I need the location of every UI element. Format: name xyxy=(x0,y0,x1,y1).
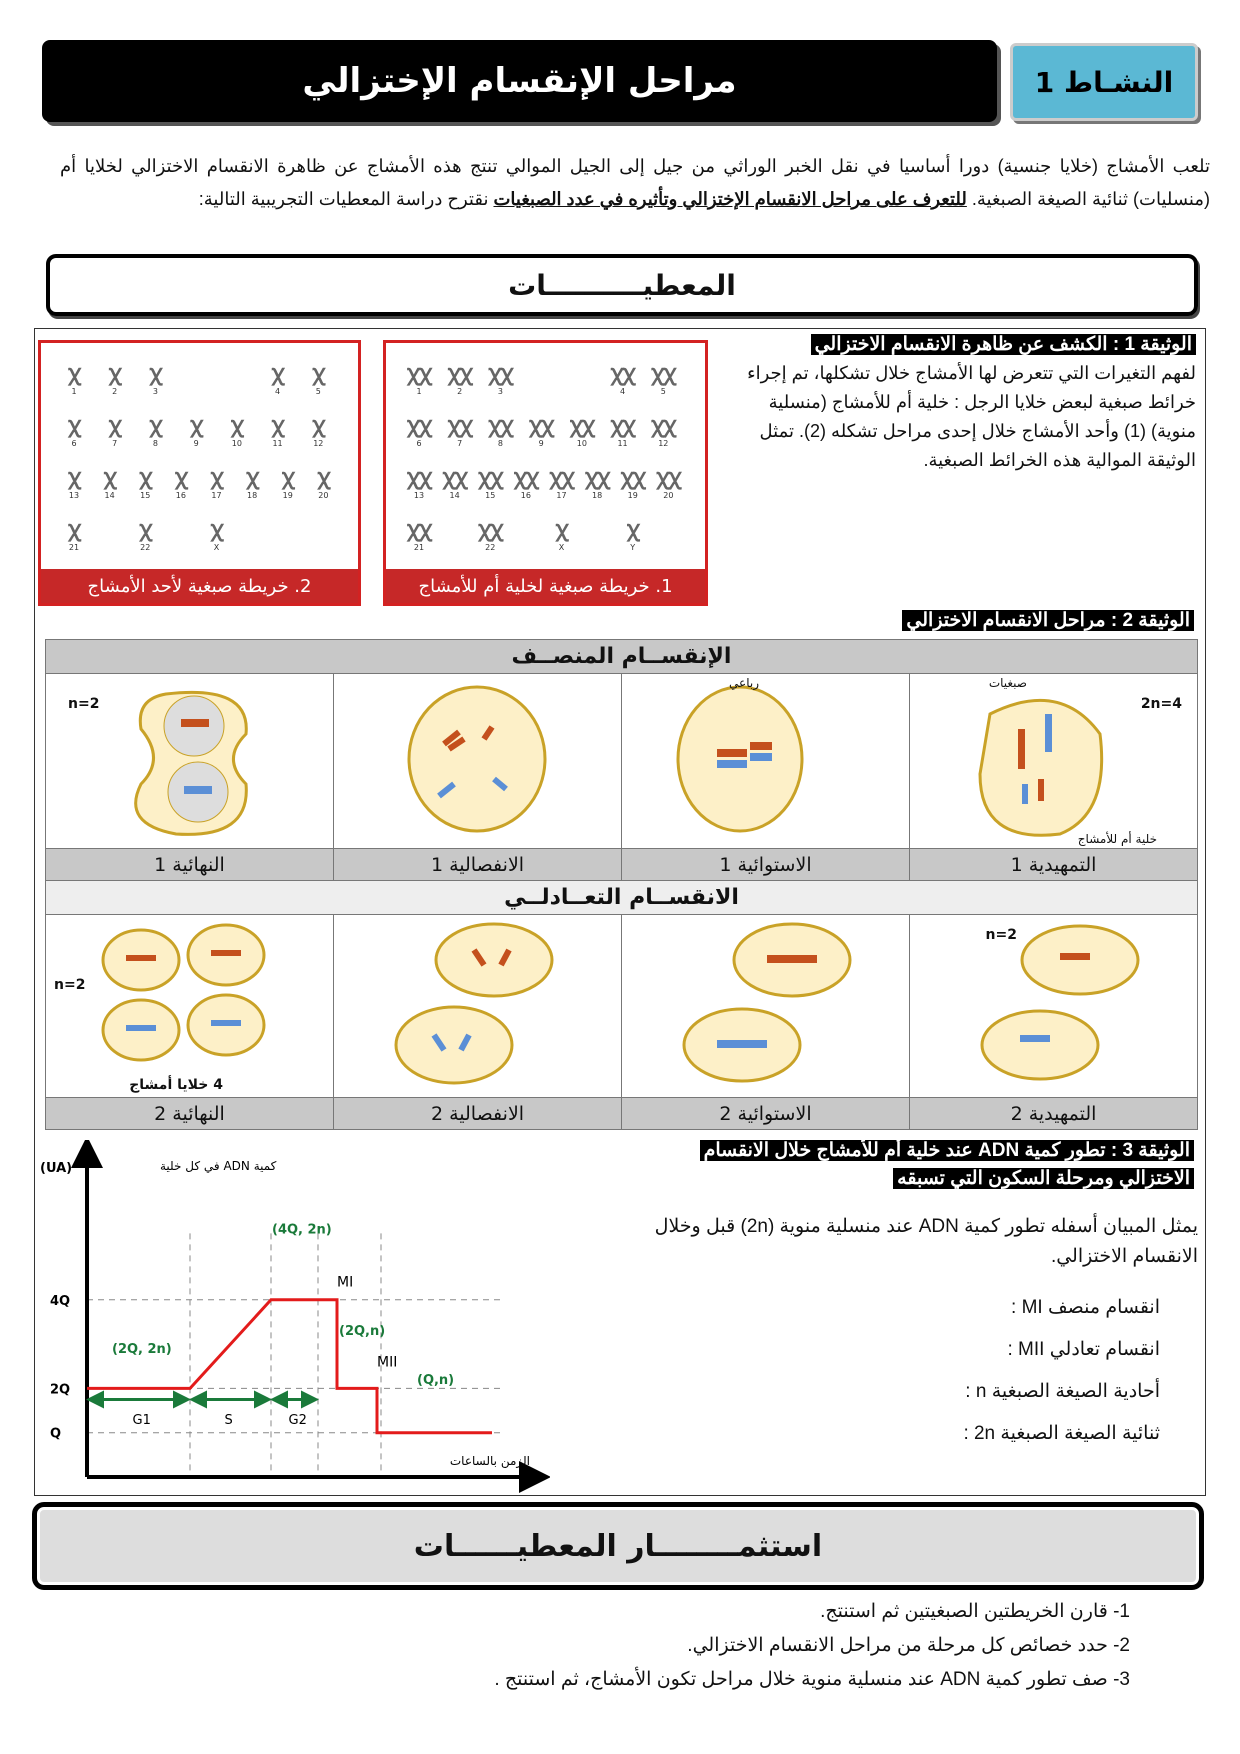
chromosome-icon: ꭓꭓ xyxy=(529,413,554,438)
chromosome-icon: ꭓꭓ xyxy=(651,413,676,438)
prophase2-image xyxy=(910,915,1198,1098)
legend-label: ثنائية الصيغة الصبغية xyxy=(1000,1423,1160,1444)
chromosome-icon: ꭓꭓ xyxy=(478,465,503,490)
legend-symbol: : MII xyxy=(1007,1339,1045,1360)
chromosome-icon: ꭓꭓ xyxy=(447,413,472,438)
chromosome-number: 10 xyxy=(231,439,242,448)
chromosome-number: 12 xyxy=(313,439,324,448)
cell-anaphase2-icon xyxy=(334,915,621,1093)
chromosome-icon: ꭓ xyxy=(312,413,325,438)
legend-item xyxy=(880,1422,1160,1445)
chart-annotation: (4Q, 2n) xyxy=(272,1222,332,1238)
mother-cell-label: خلية أم للأمشاج xyxy=(1077,832,1157,846)
legend-label: انقسام تعادلي xyxy=(1049,1339,1160,1360)
doc1-title: الوثيقة 1 : الكشف عن ظاهرة الانقسام الاختزالي xyxy=(811,334,1196,355)
chromosome-icon: ꭓ xyxy=(312,361,325,386)
question-3: 3- صف تطور كمية ADN عند منسلية منوية خلال مراحل تكون الأمشاج، ثم استنتج . xyxy=(494,1669,1130,1690)
chromosome-icon: ꭓ xyxy=(555,517,568,542)
chromosome-icon: ꭓ xyxy=(139,465,152,490)
chromosome-number: X xyxy=(558,543,565,552)
chromosome-icon: ꭓꭓ xyxy=(610,361,635,386)
chromosome-icon: ꭓ xyxy=(67,361,81,386)
intro-emphasis: للتعرف على مراحل الانقسام الإختزالي وتأثيره في عدد الصبغيات xyxy=(493,189,967,209)
activity-badge: النشـاط 1 xyxy=(1010,43,1198,121)
chromosome-icon: ꭓꭓ xyxy=(406,413,432,438)
chromosome-icon: ꭓꭓ xyxy=(406,465,432,490)
x-axis-label: الزمن بالساعات xyxy=(449,1454,530,1468)
prophase1-image xyxy=(910,674,1198,849)
phase-label: الانفصالية 1 xyxy=(334,849,622,881)
chromosome-icon: ꭓ xyxy=(626,517,639,542)
chromosome-icon: ꭓ xyxy=(67,517,81,542)
ploidy-n-label: n=2 xyxy=(68,696,100,712)
chromosome-number: 8 xyxy=(497,439,503,448)
chromosome-number: 21 xyxy=(68,543,80,552)
chromosome-icon: ꭓꭓ xyxy=(447,361,472,386)
doc2-title-wrap xyxy=(902,608,1194,634)
anaphase1-image xyxy=(334,674,622,849)
chromosome-icon: ꭓ xyxy=(108,413,121,438)
chromosome-icon: ꭓꭓ xyxy=(488,413,513,438)
phase-label: النهائية 2 xyxy=(46,1098,334,1130)
chromosome-icon: ꭓ xyxy=(103,465,116,490)
chromosome-number: 6 xyxy=(71,439,77,448)
chromosome-number: Y xyxy=(630,543,636,552)
chromosome-number: 11 xyxy=(272,439,283,448)
ploidy-n-label-2: n=2 xyxy=(985,927,1017,943)
legend-item xyxy=(880,1296,1160,1319)
cell-metaphase2-icon xyxy=(622,915,909,1093)
chromosome-icon: ꭓꭓ xyxy=(406,517,432,542)
cell-prophase2-icon xyxy=(910,915,1197,1093)
telophase1-image xyxy=(46,674,334,849)
chromosome-number: 12 xyxy=(658,439,669,448)
karyotype2-caption: 2. خريطة صبغية لأحد الأمشاج xyxy=(41,569,358,603)
chromosome-number: 14 xyxy=(104,491,115,500)
chromosome-icon: ꭓꭓ xyxy=(585,465,610,490)
chromosome-number: 1 xyxy=(71,387,77,396)
chromosome-icon: ꭓꭓ xyxy=(478,517,503,542)
karyotype-gamete xyxy=(38,340,361,606)
doc1 xyxy=(744,330,1196,475)
chromosome-number: 2 xyxy=(112,387,118,396)
chromosome-number: 15 xyxy=(485,491,496,500)
y-axis-label: كمية ADN في كل خلية xyxy=(160,1159,277,1173)
chromosome-number: 22 xyxy=(140,543,151,552)
phase-label: التمهيدية 2 xyxy=(910,1098,1198,1130)
chart-annotation: MII xyxy=(377,1354,398,1371)
chromosome-number: 14 xyxy=(449,491,460,500)
chromosome-number: 15 xyxy=(140,491,151,500)
chromosome-icon: ꭓꭓ xyxy=(569,413,594,438)
chromosome-icon: ꭓꭓ xyxy=(549,465,574,490)
chromosome-icon: ꭓ xyxy=(174,465,187,490)
ploidy-2n-label: 2n=4 xyxy=(1140,696,1182,712)
four-gametes-label: 4 خلايا أمشاج xyxy=(129,1077,223,1093)
chromosome-icon: ꭓꭓ xyxy=(656,465,681,490)
karyotype-mother-cell xyxy=(383,340,708,606)
chromosome-number: 21 xyxy=(413,543,425,552)
question-2: 2- حدد خصائص كل مرحلة من مراحل الانقسام الاختزالي. xyxy=(687,1635,1130,1656)
chromosome-icon: ꭓꭓ xyxy=(488,361,513,386)
doc3-title-line1: الوثيقة 3 : تطور كمية ADN عند خلية أم للأمشاج خلال الانقسام xyxy=(700,1140,1194,1161)
chromosome-number: 20 xyxy=(318,491,329,500)
adn-chart xyxy=(30,1140,550,1494)
y-tick-label: Q xyxy=(50,1426,62,1442)
chromosome-icon: ꭓꭓ xyxy=(406,361,432,386)
telophase2-image xyxy=(46,915,334,1098)
chromosome-icon: ꭓ xyxy=(108,361,121,386)
chromosome-number: 18 xyxy=(247,491,258,500)
chromosome-number: 10 xyxy=(576,439,587,448)
chromosome-icon: ꭓ xyxy=(230,413,243,438)
legend-symbol: : 2n xyxy=(963,1423,996,1444)
chromosome-number: 19 xyxy=(627,491,638,500)
chromosome-number: 8 xyxy=(152,439,158,448)
y-tick-label: 4Q xyxy=(50,1293,71,1309)
chromosome-number: 3 xyxy=(497,387,503,396)
tetrad-label: رباعي xyxy=(729,676,759,690)
phase-label: الاستوائية 1 xyxy=(622,849,910,881)
cell-anaphase1-icon xyxy=(334,674,621,844)
chromosome-number: 17 xyxy=(556,491,567,500)
chromosome-number: 18 xyxy=(592,491,603,500)
karyotype1-caption: 1. خريطة صبغية لخلية أم للأمشاج xyxy=(386,569,705,603)
chromosome-number: 7 xyxy=(112,439,118,448)
chromosome-icon: ꭓꭓ xyxy=(442,465,467,490)
chromosome-icon: ꭓ xyxy=(281,465,294,490)
chromosome-icon: ꭓ xyxy=(67,465,81,490)
legend-label: أحادية الصيغة الصبغية xyxy=(991,1381,1160,1402)
chromosome-number: 13 xyxy=(68,491,80,500)
chart-annotation: (2Q,n) xyxy=(339,1324,386,1340)
chromosome-number: 22 xyxy=(485,543,496,552)
chromosome-number: 11 xyxy=(617,439,628,448)
phase-label: الاستوائية 2 xyxy=(622,1098,910,1130)
chromosome-number: 7 xyxy=(457,439,463,448)
page-title: مراحل الإنقسام الإختزالي xyxy=(42,40,997,122)
chromosome-number: 1 xyxy=(416,387,422,396)
y-unit: (UA) xyxy=(40,1161,73,1176)
chromosome-icon: ꭓꭓ xyxy=(651,361,676,386)
phase-label: التمهيدية 1 xyxy=(910,849,1198,881)
chromosome-number: 9 xyxy=(193,439,199,448)
chromosome-icon: ꭓ xyxy=(149,361,162,386)
phase-label: G2 xyxy=(288,1412,307,1428)
chromosome-number: 6 xyxy=(416,439,422,448)
chromosome-number: 5 xyxy=(315,387,321,396)
data-section-title: المعطيــــــــــات xyxy=(46,254,1198,316)
chromosome-number: 16 xyxy=(520,491,531,500)
chromosome-number: 3 xyxy=(152,387,158,396)
chromosome-number: 9 xyxy=(538,439,544,448)
cell-metaphase1-icon xyxy=(622,674,909,844)
chromosome-number: 4 xyxy=(275,387,281,396)
chromosome-number: 19 xyxy=(282,491,293,500)
chromosome-icon: ꭓ xyxy=(317,465,330,490)
chromosome-number: 4 xyxy=(620,387,626,396)
chromosome-number: 5 xyxy=(660,387,666,396)
chromosome-number: 17 xyxy=(211,491,222,500)
metaphase2-image xyxy=(622,915,910,1098)
chromosomes-label: صبغيات xyxy=(988,676,1027,690)
chart-annotation: (2Q, 2n) xyxy=(112,1341,172,1357)
intro-text: تلعب الأمشاج (خلايا جنسية) دورا أساسيا في نقل الخبر الوراثي من جيل إلى الجيل الموالي تنتج هذه الأمشاج عن ظاهرة الانقسام الاختزالي لخلايا أم (منسليات) ثنائية الصيغة الصبغية. xyxy=(60,156,1210,209)
intro-text-end: نقترح دراسة المعطيات التجريبية التالية: xyxy=(198,189,494,209)
chromosome-icon: ꭓꭓ xyxy=(610,413,635,438)
chromosome-icon: ꭓꭓ xyxy=(513,465,538,490)
intro-paragraph xyxy=(60,150,1210,216)
doc2-title: الوثيقة 2 : مراحل الانقسام الاختزالي xyxy=(902,610,1194,631)
chromosome-icon: ꭓ xyxy=(190,413,203,438)
chromosome-number: 2 xyxy=(457,387,463,396)
chromosome-icon: ꭓ xyxy=(139,517,152,542)
legend-label: انقسام منصف xyxy=(1047,1297,1160,1318)
legend-item xyxy=(880,1380,1160,1403)
metaphase1-image xyxy=(622,674,910,849)
doc3-title-line2: الاختزالي ومرحلة السكون التي تسبقه xyxy=(893,1168,1194,1189)
chromosome-icon: ꭓ xyxy=(210,465,223,490)
legend-symbol: : n xyxy=(965,1381,987,1402)
y-tick-label: 2Q xyxy=(50,1382,71,1398)
doc1-text: لفهم التغيرات التي تتعرض لها الأمشاج خلال تشكلها، تم إجراء خرائط صبغية لبعض خلايا الرجل : خلية أم للأمشاج (منسلية منوية) (1) وأحد الأمشاج خلال إحدى مراحل تشكله (2). تمثل الوثيقة الموالية هذه الخرائط الصبغية. xyxy=(747,363,1196,470)
chromosome-icon: ꭓ xyxy=(271,413,284,438)
chromosome-icon: ꭓꭓ xyxy=(620,465,645,490)
chromosome-icon: ꭓ xyxy=(210,517,223,542)
phase-label: S xyxy=(224,1412,233,1428)
chromosome-icon: ꭓ xyxy=(271,361,284,386)
chromosome-number: 20 xyxy=(663,491,674,500)
chart-annotation: MI xyxy=(337,1274,354,1291)
investment-title: استثمــــــــار المعطيــــــات xyxy=(32,1502,1204,1590)
meiosis1-title: الإنقســام المنصــف xyxy=(46,640,1198,674)
phase-label: النهائية 1 xyxy=(46,849,334,881)
chromosome-icon: ꭓ xyxy=(67,413,81,438)
phase-label: G1 xyxy=(132,1412,151,1428)
doc3-text: يمثل المبيان أسفله تطور كمية ADN عند منسلية منوية (2n) قبل وخلال الانقسام الاختزالي. xyxy=(654,1216,1198,1267)
legend-item xyxy=(880,1338,1160,1361)
chromosome-number: X xyxy=(213,543,220,552)
chromosome-icon: ꭓ xyxy=(246,465,259,490)
phase-label: الانفصالية 2 xyxy=(334,1098,622,1130)
cell-telophase2-icon xyxy=(46,915,333,1093)
legend-symbol: : MI xyxy=(1011,1297,1043,1318)
chromosome-number: 16 xyxy=(175,491,186,500)
ploidy-n-label-3: n=2 xyxy=(54,977,86,993)
anaphase2-image xyxy=(334,915,622,1098)
chromosome-number: 13 xyxy=(413,491,425,500)
question-1: 1- قارن الخريطتين الصبغيتين ثم استنتج. xyxy=(820,1601,1130,1622)
meiosis-table xyxy=(45,639,1198,1130)
doc3-title-wrap xyxy=(700,1138,1194,1192)
meiosis2-title: الانقســام التعــادلــي xyxy=(46,881,1198,915)
chromosome-icon: ꭓ xyxy=(149,413,162,438)
chart-annotation: (Q,n) xyxy=(417,1372,455,1388)
